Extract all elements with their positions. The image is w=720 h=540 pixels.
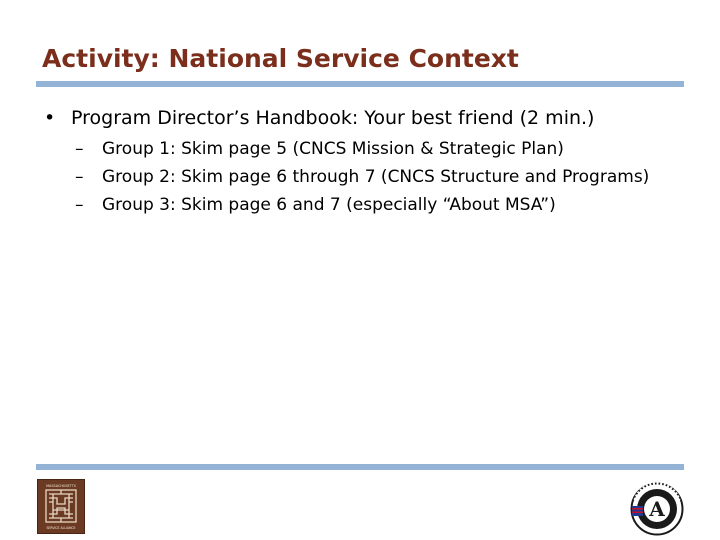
slide-title: Activity: National Service Context: [42, 44, 519, 73]
bullet-item: [40, 106, 680, 131]
bullet-text: Program Director’s Handbook: Your best friend (2 min.): [71, 107, 595, 129]
dash-symbol: –: [75, 167, 84, 187]
sub-bullet-item: [40, 194, 680, 217]
sub-bullet-text: Group 3: Skim page 6 and 7 (especially “About MSA”): [102, 195, 556, 215]
slide-content: [40, 106, 680, 217]
dash-symbol: –: [75, 195, 84, 215]
logo-top-text: MASSACHUSETTS: [46, 484, 76, 488]
bullet-symbol: •: [44, 107, 56, 129]
dash-symbol: –: [75, 139, 84, 159]
americorps-logo-icon: [630, 482, 684, 536]
footer-divider: [36, 464, 684, 470]
logo-bottom-text: SERVICE ALLIANCE: [46, 526, 76, 530]
massachusetts-logo-icon: [37, 479, 85, 534]
sub-bullet-text: Group 2: Skim page 6 through 7 (CNCS Structure and Programs): [102, 167, 650, 187]
americorps-letter: A: [649, 497, 665, 521]
sub-bullet-item: [40, 166, 680, 189]
sub-bullet-item: [40, 138, 680, 161]
title-divider: [36, 81, 684, 87]
sub-bullet-text: Group 1: Skim page 5 (CNCS Mission & Strategic Plan): [102, 139, 564, 159]
